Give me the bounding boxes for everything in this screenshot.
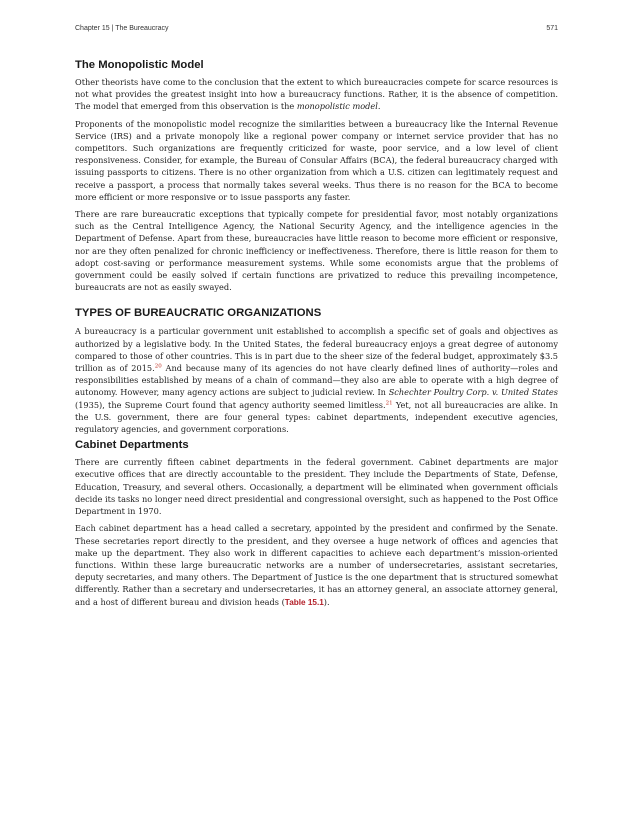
paragraph-bureaucracy-definition: [75, 325, 558, 435]
footnote-link-21[interactable]: 21: [385, 399, 393, 406]
paragraph-exceptions: There are rare bureaucratic exceptions that typically compete for presidential favor, most notably organizations such as the Central Intelligence Agency, the National Security Agency, and the intelligence agencies in the Department of Defense. Apart from these, bureaucracies have little reason to become more efficient or responsive, nor are they often penalized for chronic inefficiency or ineffectiveness. Therefore, there is little reason for them to adopt cost-saving or performance measurement systems. While some economists argue that the problems of government could be easily solved if certain functions are privatized to reduce this prevailing incompetence, bureaucrats are not as easily swayed.: [75, 209, 558, 293]
paragraph-cabinet-heads: [75, 522, 558, 608]
page-content: [75, 58, 558, 609]
table-reference-link[interactable]: Table 15.1: [284, 597, 324, 607]
page-number: 571: [546, 25, 558, 32]
paragraph-text: (1935), the Supreme Court found that agency authority seemed limitless.: [75, 399, 386, 410]
paragraph-text: Other theorists have come to the conclusion that the extent to which bureaucracies compete for scarce resources is not what provides the greatest insight into how a bureaucracy functions. Rather, it is the absence of competition. The model that emerged from this observation is the: [75, 77, 558, 112]
paragraph-text: Yet, not all bureaucracies are alike. In the U.S. government, there are four general types: cabinet departments, independent executive agencies, regulatory agencies, and government corporations.: [75, 399, 558, 435]
chapter-title: Chapter 15 | The Bureaucracy: [75, 25, 169, 32]
paragraph-cabinet-intro: There are currently fifteen cabinet departments in the federal government. Cabinet departments are major executive offices that are directly accountable to the president. They include the Departments of State, Defense, Education, Treasury, and several others. Occasionally, a department will be eliminated when government officials decide its tasks no longer need direct presidential and congressional oversight, such as happened to the Post Office Department in 1970.: [75, 457, 558, 517]
section-heading-cabinet-departments: Cabinet Departments: [75, 439, 189, 452]
section-heading-monopolistic-model: The Monopolistic Model: [75, 59, 204, 71]
paragraph-text: .: [377, 101, 381, 112]
paragraph-text: ).: [323, 596, 330, 607]
footnote-link-20[interactable]: 20: [154, 363, 162, 370]
paragraph-text: A bureaucracy is a particular government unit established to accomplish a specific set of goals and objectives as authorized by a legislative body. In the United States, the federal bureaucracy enjoys a great degree of autonomy compared to those of other countries. This is in part due to the sheer size of the federal budget, approximately $3.5 trillion as of 2015.: [75, 326, 558, 374]
paragraph-proponents: Proponents of the monopolistic model recognize the similarities between a bureaucracy like the Internal Revenue Service (IRS) and a private monopoly like a regional power company or internet service provider that has no competitors. Such organizations are frequently criticized for waste, poor service, and a low level of client responsiveness. Consider, for example, the Bureau of Consular Affairs (BCA), the federal bureaucracy charged with issuing passports to citizens. There is no other organization from which a U.S. citizen can legitimately request and receive a passport, a process that normally takes several weeks. Thus there is no reason for the BCA to become more efficient or more responsive or to issue passports any faster.: [75, 118, 558, 202]
case-name: Schechter Poultry Corp. v. United States: [388, 387, 558, 398]
key-term: monopolistic model: [296, 101, 378, 112]
paragraph-text: Each cabinet department has a head called a secretary, appointed by the president and confirmed by the Senate. These secretaries report directly to the president, and they oversee a huge network of offices and agencies that make up the department. They also work in different capacities to achieve each department’s mission-oriented functions. Within these large bureaucratic networks are a number of undersecretaries, assistant secretaries, deputy secretaries, and many others. The Department of Justice is the one department that is structured somewhat differently. Rather than a secretary and undersecretaries, it has an attorney general, an associate attorney general, and a host of different bureau and division heads (: [75, 523, 558, 607]
section-heading-types: TYPES OF BUREAUCRATIC ORGANIZATIONS: [75, 307, 322, 320]
paragraph-monopolistic-intro: [75, 76, 558, 113]
paragraph-text: And because many of its agencies do not have clearly defined lines of authority—roles and responsibilities established by means of a chain of command—they also are able to operate with a high degree of autonomy. However, many agency actions are subject to judicial review. In: [75, 363, 559, 398]
